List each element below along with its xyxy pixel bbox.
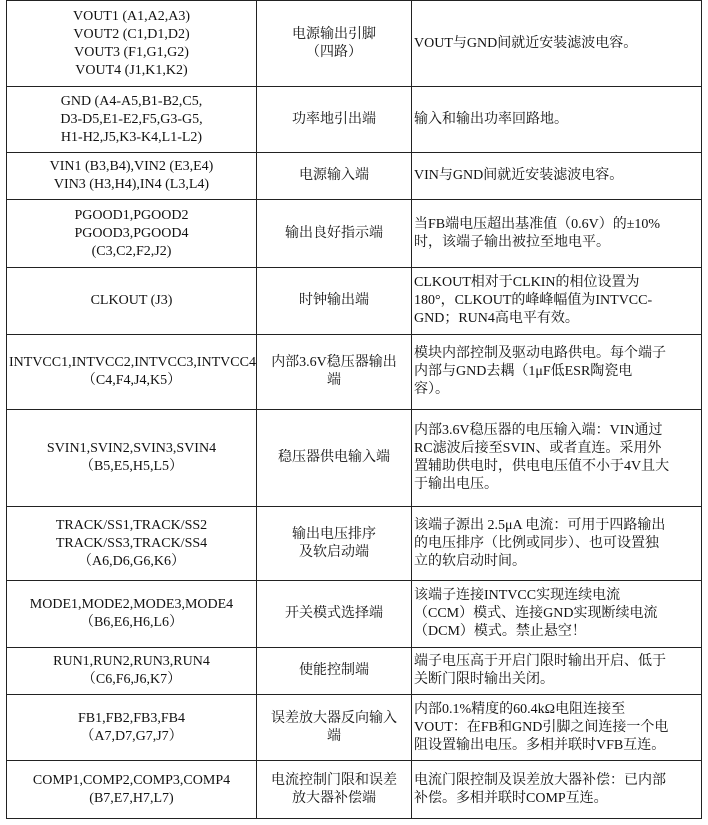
- function-name-line: 放大器补偿端: [292, 790, 376, 806]
- pin-line: RUN1,RUN2,RUN3,RUN4: [53, 654, 210, 669]
- table-row: [7, 648, 702, 695]
- description-line: 内部与GND去耦（1μF低ESR陶瓷电: [414, 364, 633, 379]
- pin-line: INTVCC1,INTVCC2,INTVCC3,INTVCC4: [9, 355, 256, 370]
- pin-line: D3-D5,E1-E2,F5,G3-G5,: [60, 111, 203, 127]
- pin-line: VOUT3 (F1,G1,G2): [74, 44, 189, 60]
- pin-cell: [7, 695, 257, 761]
- description-line: 当FB端电压超出基准值（0.6V）的±10%: [414, 216, 661, 232]
- pin-cell: [7, 761, 257, 819]
- description-cell: [412, 761, 702, 819]
- table-row: [7, 507, 702, 581]
- function-name-cell: [257, 87, 412, 153]
- table-row: [7, 268, 702, 335]
- function-name-line: 功率地引出端: [292, 111, 376, 127]
- description-cell: [412, 200, 702, 268]
- description-line: 该端子连接INTVCC实现连续电流: [414, 588, 621, 603]
- pin-cell: [7, 268, 257, 335]
- table-row: [7, 1, 702, 87]
- pin-cell: [7, 507, 257, 581]
- table-row: [7, 335, 702, 410]
- table-row: [7, 87, 702, 153]
- function-name-line: 开关模式选择端: [285, 606, 383, 621]
- pin-line: PGOOD1,PGOOD2: [74, 207, 189, 223]
- description-line: 端子电压高于开启门限时输出开启、低于: [414, 654, 666, 669]
- table-row: [7, 410, 702, 507]
- pin-line: VIN3 (H3,H4),IN4 (L3,L4): [53, 177, 210, 192]
- description-line: 电流门限控制及误差放大器补偿：已内部: [414, 772, 666, 788]
- function-name-cell: [257, 695, 412, 761]
- function-name-cell: [257, 268, 412, 335]
- pin-line: （A6,D6,G6,K6）: [78, 553, 185, 569]
- table-row: [7, 200, 702, 268]
- pin-line: （C4,F4,J4,K5）: [81, 373, 182, 388]
- description-line: 于输出电压。: [414, 477, 498, 492]
- description-cell: [412, 507, 702, 581]
- pin-cell: [7, 581, 257, 648]
- description-line: VOUT：在FB和GND引脚之间连接一个电: [414, 719, 669, 735]
- function-name-cell: [257, 1, 412, 87]
- pin-table-body: [7, 1, 702, 819]
- description-line: 的电压排序（比例或同步）、也可设置独: [414, 535, 659, 551]
- description-cell: [412, 648, 702, 695]
- description-line: 内部0.1%精度的60.4kΩ电阻连接至: [414, 701, 626, 717]
- pin-line: (C3,C2,F2,J2): [91, 243, 172, 259]
- function-name-cell: [257, 335, 412, 410]
- description-line: CLKOUT相对于CLKIN的相位设置为: [414, 275, 640, 290]
- function-name-line: 端: [327, 728, 341, 744]
- pin-line: H1-H2,J5,K3-K4,L1-L2): [60, 129, 203, 145]
- description-line: 阻设置输出电压。多相并联时VFB互连。: [414, 737, 666, 753]
- pin-cell: [7, 335, 257, 410]
- function-name-line: （四路）: [306, 44, 362, 60]
- description-line: 该端子源出 2.5μA 电流：可用于四路输出: [414, 517, 666, 533]
- description-line: 180°，CLKOUT的峰峰幅值为INTVCC-: [414, 293, 653, 308]
- description-cell: [412, 268, 702, 335]
- description-cell: [412, 153, 702, 200]
- description-cell: [412, 581, 702, 648]
- pin-cell: [7, 410, 257, 507]
- description-line: GND；RUN4高电平有效。: [414, 311, 579, 326]
- description-line: 时，该端子输出被拉至地电平。: [414, 234, 610, 250]
- function-name-line: 端: [327, 373, 341, 388]
- function-name-cell: [257, 507, 412, 581]
- pin-line: VOUT4 (J1,K1,K2): [75, 62, 188, 78]
- pin-line: CLKOUT (J3): [90, 293, 173, 308]
- pin-line: VOUT2 (C1,D1,D2): [73, 26, 190, 42]
- pin-cell: [7, 200, 257, 268]
- description-line: 置辅助供电时，供电电压值不小于4V且大: [414, 459, 670, 474]
- pin-line: TRACK/SS3,TRACK/SS4: [55, 535, 208, 551]
- function-name-line: 输出电压排序: [292, 526, 376, 542]
- description-line: RC滤波后接至SVIN、或者直连。采用外: [414, 441, 662, 456]
- pin-line: TRACK/SS1,TRACK/SS2: [55, 517, 208, 533]
- function-name-line: 电源输出引脚: [292, 26, 376, 42]
- pin-cell: [7, 87, 257, 153]
- pin-line: VIN1 (B3,B4),VIN2 (E3,E4): [49, 159, 214, 174]
- pin-line: FB1,FB2,FB3,FB4: [78, 710, 185, 726]
- pin-cell: [7, 1, 257, 87]
- description-cell: [412, 1, 702, 87]
- description-line: 容）。: [414, 382, 449, 397]
- table-row: [7, 581, 702, 648]
- function-name-cell: [257, 581, 412, 648]
- table-row: [7, 695, 702, 761]
- description-cell: [412, 410, 702, 507]
- function-name-cell: [257, 200, 412, 268]
- table-row: [7, 153, 702, 200]
- description-line: 输入和输出功率回路地。: [414, 111, 568, 127]
- description-line: 内部3.6V稳压器的电压输入端：VIN通过: [414, 423, 663, 438]
- pin-line: PGOOD3,PGOOD4: [74, 225, 189, 241]
- function-name-line: 误差放大器反向输入: [271, 710, 397, 726]
- function-name-line: 及软启动端: [299, 544, 369, 560]
- pin-cell: [7, 153, 257, 200]
- pin-line: (B7,E7,H7,L7): [89, 790, 174, 806]
- function-name-line: 稳压器供电输入端: [278, 450, 390, 465]
- table-row: [7, 761, 702, 819]
- function-name-line: 电流控制门限和误差: [271, 772, 397, 788]
- pin-cell: [7, 648, 257, 695]
- function-name-line: 时钟输出端: [299, 293, 369, 308]
- pin-line: GND (A4-A5,B1-B2,C5,: [60, 93, 203, 109]
- description-line: 立的软启动时间。: [414, 553, 526, 569]
- description-line: 模块内部控制及驱动电路供电。每个端子: [414, 346, 666, 361]
- description-line: VOUT与GND间就近安装滤波电容。: [414, 35, 638, 51]
- function-name-line: 输出良好指示端: [285, 225, 383, 241]
- function-name-cell: [257, 648, 412, 695]
- description-cell: [412, 87, 702, 153]
- pin-line: （B6,E6,H6,L6）: [79, 615, 184, 630]
- pin-line: （B5,E5,H5,L5）: [79, 459, 184, 474]
- function-name-line: 电源输入端: [299, 168, 369, 183]
- description-line: （DCM）模式。禁止悬空！: [414, 624, 586, 639]
- function-name-cell: [257, 761, 412, 819]
- pin-function-table: [6, 0, 702, 819]
- function-name-line: 内部3.6V稳压器输出: [271, 355, 397, 370]
- pin-line: SVIN1,SVIN2,SVIN3,SVIN4: [46, 441, 217, 456]
- description-cell: [412, 695, 702, 761]
- pin-line: （A7,D7,G7,J7）: [80, 728, 183, 744]
- pin-line: VOUT1 (A1,A2,A3): [72, 8, 191, 24]
- function-name-cell: [257, 153, 412, 200]
- description-line: 关断门限时输出关闭。: [414, 672, 554, 687]
- pin-line: COMP1,COMP2,COMP3,COMP4: [32, 772, 231, 788]
- function-name-cell: [257, 410, 412, 507]
- pin-line: MODE1,MODE2,MODE3,MODE4: [29, 597, 234, 612]
- description-line: （CCM）模式、连接GND实现断续电流: [414, 606, 658, 621]
- pin-line: （C6,F6,J6,K7）: [81, 672, 182, 687]
- function-name-line: 使能控制端: [299, 663, 369, 678]
- description-line: VIN与GND间就近安装滤波电容。: [414, 168, 624, 183]
- description-cell: [412, 335, 702, 410]
- description-line: 补偿。多相并联时COMP互连。: [414, 790, 608, 806]
